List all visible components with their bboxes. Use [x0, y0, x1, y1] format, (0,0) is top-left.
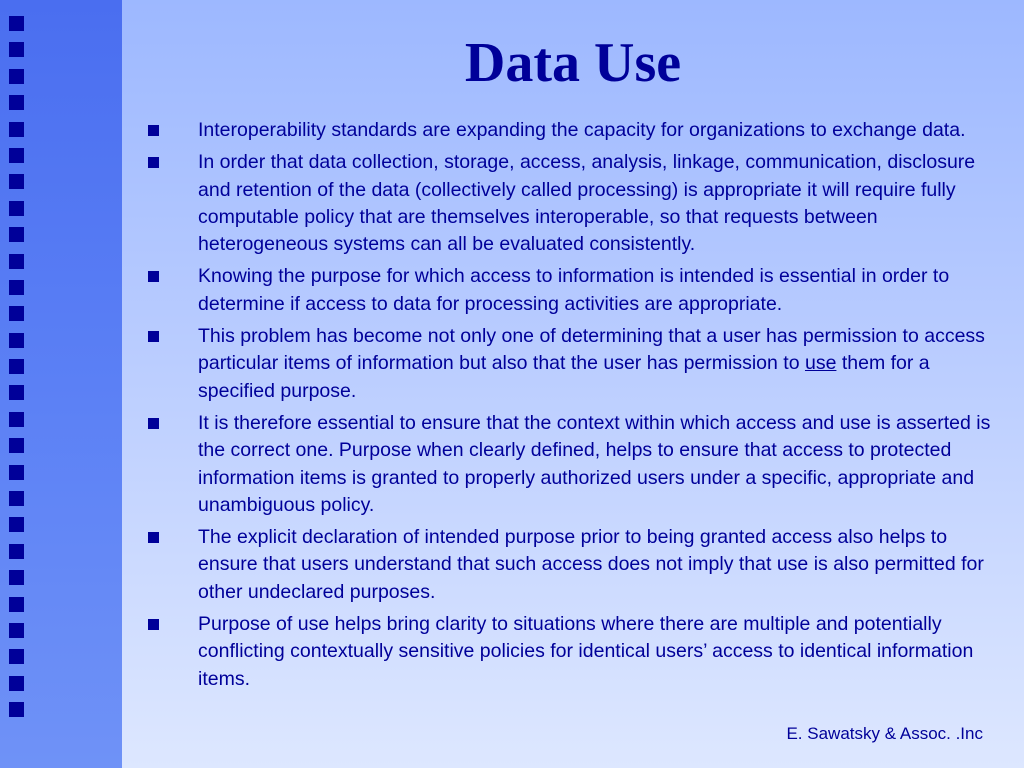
- bullet-text: It is therefore essential to ensure that the context within which access and use is asserted is the correct one. Purpose when clearly defined, helps to ensure that access to protected information items is granted to properly authorized users under a specific, appropriate and unambiguous policy.: [198, 411, 991, 516]
- square-decoration: [9, 385, 24, 400]
- square-decoration: [9, 438, 24, 453]
- square-decoration: [9, 517, 24, 532]
- square-decoration: [9, 465, 24, 480]
- bullet-item: [146, 263, 1008, 318]
- bullet-item: [146, 410, 1008, 519]
- square-decoration: [9, 623, 24, 638]
- bullet-item: [146, 117, 1008, 144]
- bullet-item: [146, 149, 1008, 258]
- bullet-text: Interoperability standards are expanding the capacity for organizations to exchange data.: [198, 119, 966, 141]
- slide-title: Data Use: [464, 32, 682, 94]
- square-decoration: [9, 280, 24, 295]
- square-decoration: [9, 306, 24, 321]
- square-decoration: [9, 597, 24, 612]
- square-bullet-icon: [148, 619, 159, 630]
- left-decorative-band: [0, 0, 122, 768]
- bullet-text-underlined: use: [804, 352, 837, 375]
- square-decoration: [9, 174, 24, 189]
- square-decoration: [9, 16, 24, 31]
- square-decoration: [9, 702, 24, 717]
- square-bullet-icon: [148, 157, 159, 168]
- square-decoration: [9, 148, 24, 163]
- square-bullet-icon: [148, 271, 159, 282]
- bullet-item: [146, 323, 1008, 405]
- square-bullet-icon: [148, 532, 159, 543]
- bullet-text-after: them for a specified purpose.: [198, 352, 930, 402]
- square-decoration: [9, 122, 24, 137]
- square-bullet-icon: [148, 125, 159, 136]
- square-decoration: [9, 254, 24, 269]
- square-bullet-icon: [148, 418, 159, 429]
- square-decoration: [9, 676, 24, 691]
- square-decoration: [9, 69, 24, 84]
- bullet-item: [146, 524, 1008, 606]
- square-decoration: [9, 359, 24, 374]
- bullet-item: [146, 611, 1008, 693]
- square-column-decoration: [9, 16, 25, 729]
- square-decoration: [9, 95, 24, 110]
- square-decoration: [9, 201, 24, 216]
- bullet-text: Purpose of use helps bring clarity to situations where there are multiple and potentially conflicting contextually sensitive policies for identical users’ access to identical information items.: [198, 613, 974, 690]
- square-decoration: [9, 544, 24, 559]
- square-decoration: [9, 412, 24, 427]
- square-decoration: [9, 649, 24, 664]
- square-bullet-icon: [148, 331, 159, 342]
- bullet-text: The explicit declaration of intended purpose prior to being granted access also helps to ensure that users understand that such access does not imply that use is also permitted for other undeclared purposes.: [198, 526, 984, 603]
- bullet-list: [146, 117, 1008, 698]
- square-decoration: [9, 227, 24, 242]
- square-decoration: [9, 42, 24, 57]
- footer-credit: E. Sawatsky & Assoc. .Inc: [786, 724, 983, 743]
- bullet-text: Knowing the purpose for which access to information is intended is essential in order to determine if access to data for processing activities are appropriate.: [198, 265, 950, 315]
- bullet-text: In order that data collection, storage, access, analysis, linkage, communication, disclosure and retention of the data (collectively called processing) is appropriate it will require fully computable policy that are themselves interoperable, so that requests between heterogeneous systems can all be evaluated consistently.: [198, 151, 976, 256]
- square-decoration: [9, 333, 24, 348]
- square-decoration: [9, 491, 24, 506]
- bullet-text-before: This problem has become not only one of determining that a user has permission to access particular items of information but also that the user has permission to: [198, 325, 985, 375]
- square-decoration: [9, 570, 24, 585]
